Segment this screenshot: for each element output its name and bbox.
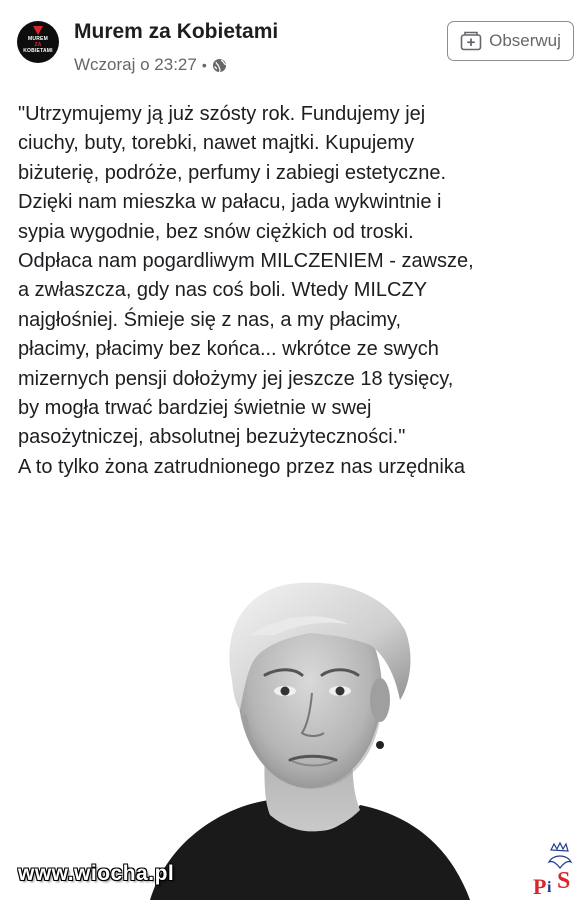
avatar-text-line: ZA <box>34 42 42 48</box>
pis-logo-p: P <box>533 874 547 898</box>
follow-button[interactable] <box>447 21 574 61</box>
follow-button-label: Obserwuj <box>489 31 561 50</box>
eagle-crown-icon <box>527 840 587 898</box>
watermark-text: www.wiocha.pl <box>18 862 175 885</box>
pis-logo-i: i <box>547 879 552 896</box>
lightning-icon <box>33 26 43 35</box>
post-header <box>0 0 588 86</box>
pis-logo <box>527 840 587 898</box>
meta-separator: • <box>201 57 207 73</box>
pis-logo-s: S <box>557 868 571 894</box>
post-meta <box>74 55 227 75</box>
post-body <box>18 100 578 482</box>
page-name-link[interactable]: Murem za Kobietami <box>74 20 279 43</box>
post-text: "Utrzymujemy ją już szósty rok. Fundujemy jej ciuchy, buty, torebki, nawet majtki. Kupujemy biżuterię, podróże, perfumy i zabiegi estetyczne. Dzięki nam mieszka w pałacu, jada wykwintnie i sypia wygodnie, bez snów ciężkich od troski. Odpłaca nam pogardliwym MILCZENIEM - zawsze, a zwłaszcza, gdy nas coś boli. Wtedy MILCZY najgłośniej. Śmieje się z nas, a my płacimy, płacimy, płacimy bez końca... wkrótce ze swych mizernych pensji dołożymy jej jeszcze 18 tysięcy, by mogła trwać bardziej świetnie w swej pasożytniczej, absolutnej bezużyteczności." A to tylko żona zatrudnionego przez nas urzędnika <box>18 103 474 478</box>
post-timestamp[interactable]: Wczoraj o 23:27 <box>74 55 197 74</box>
page-avatar[interactable] <box>17 21 59 63</box>
avatar-text-line: MUREM <box>28 36 48 42</box>
post-photo[interactable] <box>0 515 588 900</box>
avatar-text-line: KOBIETAMI <box>23 48 53 54</box>
woman-portrait-image <box>0 515 588 900</box>
globe-icon <box>212 58 227 73</box>
follow-page-icon <box>460 31 482 51</box>
